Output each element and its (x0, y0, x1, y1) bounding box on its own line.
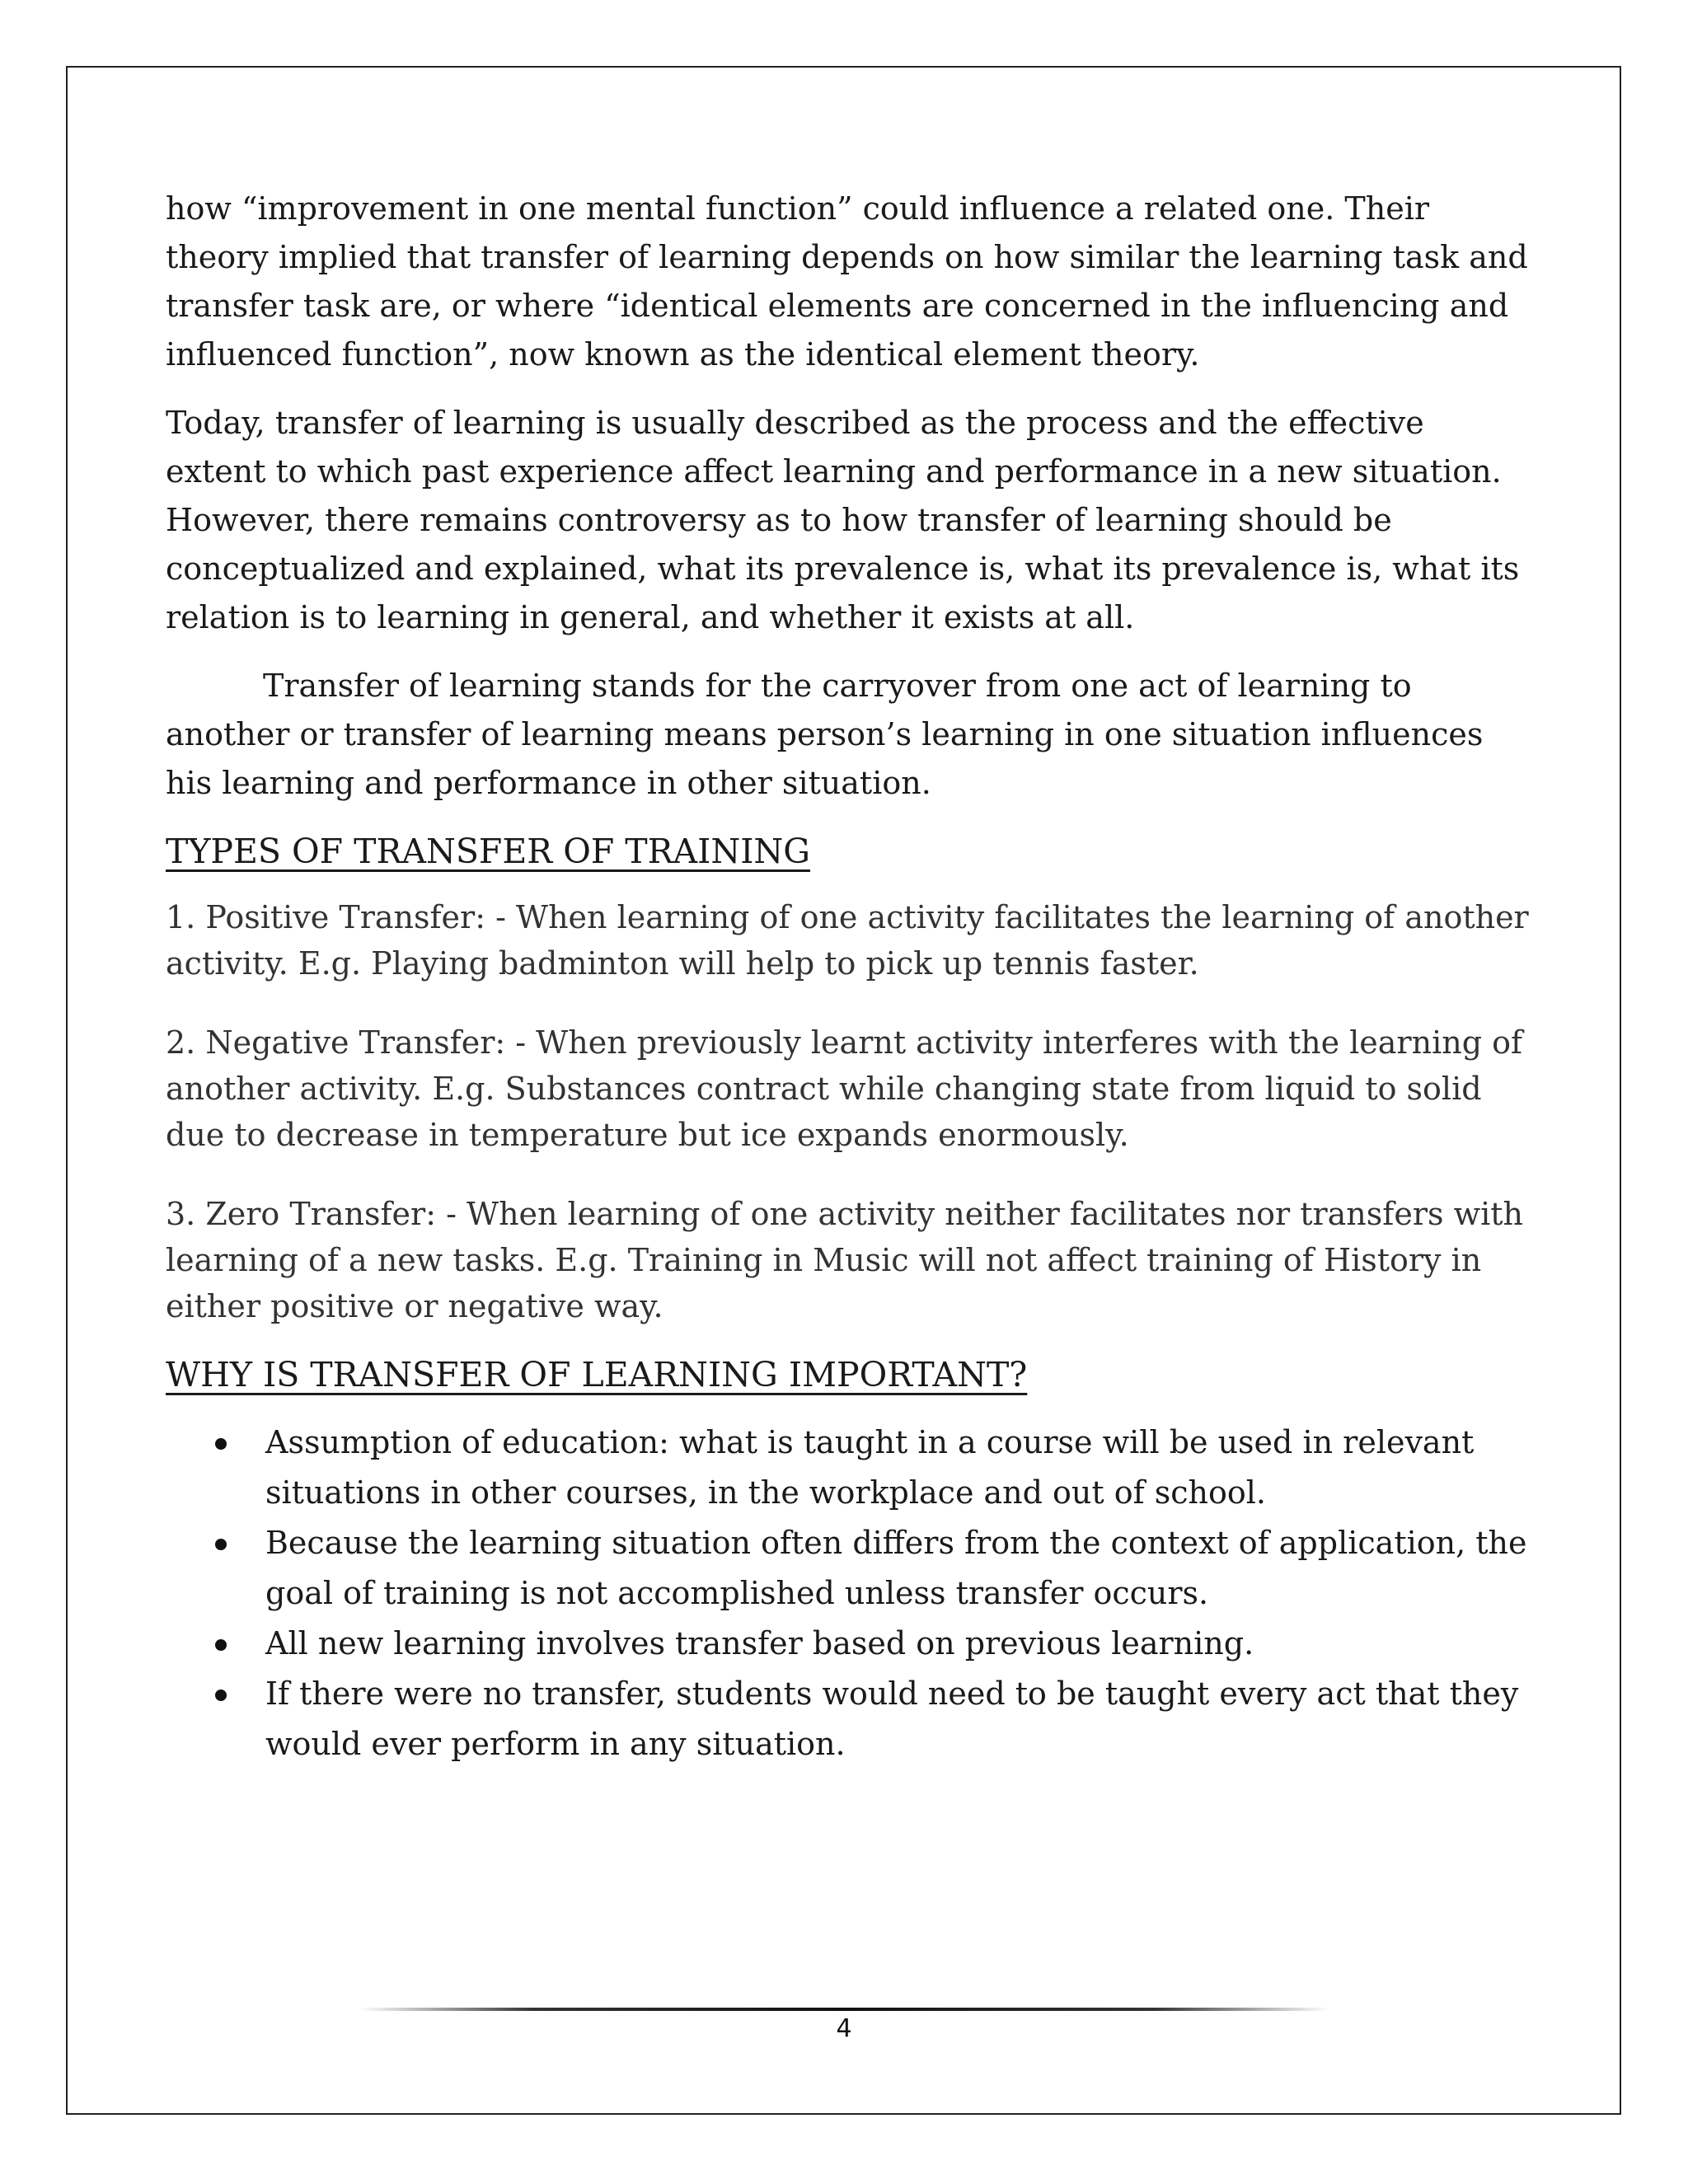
types-heading: TYPES OF TRANSFER OF TRAINING (166, 832, 811, 871)
list-item (166, 1418, 1534, 1518)
footer-divider (359, 2008, 1329, 2011)
list-item-text: Because the learning situation often differs from the context of application, the goal of training is not accomplished unless transfer occurs. (265, 1525, 1527, 1611)
page-content (166, 185, 1534, 1769)
importance-heading: WHY IS TRANSFER OF LEARNING IMPORTANT? (166, 1355, 1028, 1394)
paragraph-transfer-definition: Transfer of learning stands for the carryover from one act of learning to another or transfer of learning means person’s learning in one situation influences his learning and performance in other situation. (166, 668, 1484, 801)
bullet-icon (215, 1438, 227, 1450)
list-item (166, 1619, 1534, 1669)
type-zero-transfer: 3. Zero Transfer: - When learning of one activity neither facilitates nor transfers with learning of a new tasks. E.g. Training in Music will not affect training of History in either positive or negative way. (166, 1196, 1523, 1324)
bullet-icon (215, 1539, 227, 1550)
list-item-text: If there were no transfer, students would need to be taught every act that they would ever perform in any situation. (265, 1675, 1519, 1762)
paragraph-identical-element-theory: how “improvement in one mental function” could influence a related one. Their theory implied that transfer of learning depends on how similar the learning task and transfer task are, or where “identical elements are concerned in the influencing and influenced function”, now known as the identical element theory. (166, 190, 1528, 373)
type-negative-transfer: 2. Negative Transfer: - When previously learnt activity interferes with the learning of another activity. E.g. Substances contract while changing state from liquid to solid due to decrease in temperature but ice expands enormously. (166, 1024, 1523, 1153)
bullet-icon (215, 1690, 227, 1701)
paragraph-transfer-today: Today, transfer of learning is usually described as the process and the effective extent to which past experience affect learning and performance in a new situation. However, there remains controversy as to how transfer of learning should be conceptualized and explained, what its prevalence is, what its prevalence is, what its relation is to learning in general, and whether it exists at all. (166, 405, 1520, 635)
importance-list (166, 1418, 1534, 1769)
list-item (166, 1518, 1534, 1619)
page-number: 4 (836, 2014, 852, 2043)
list-item (166, 1669, 1534, 1769)
bullet-icon (215, 1639, 227, 1651)
type-positive-transfer: 1. Positive Transfer: - When learning of one activity facilitates the learning of another activity. E.g. Playing badminton will help to pick up tennis faster. (166, 899, 1529, 982)
list-item-text: All new learning involves transfer based on previous learning. (265, 1625, 1254, 1661)
list-item-text: Assumption of education: what is taught in a course will be used in relevant situations in other courses, in the workplace and out of school. (265, 1424, 1475, 1511)
